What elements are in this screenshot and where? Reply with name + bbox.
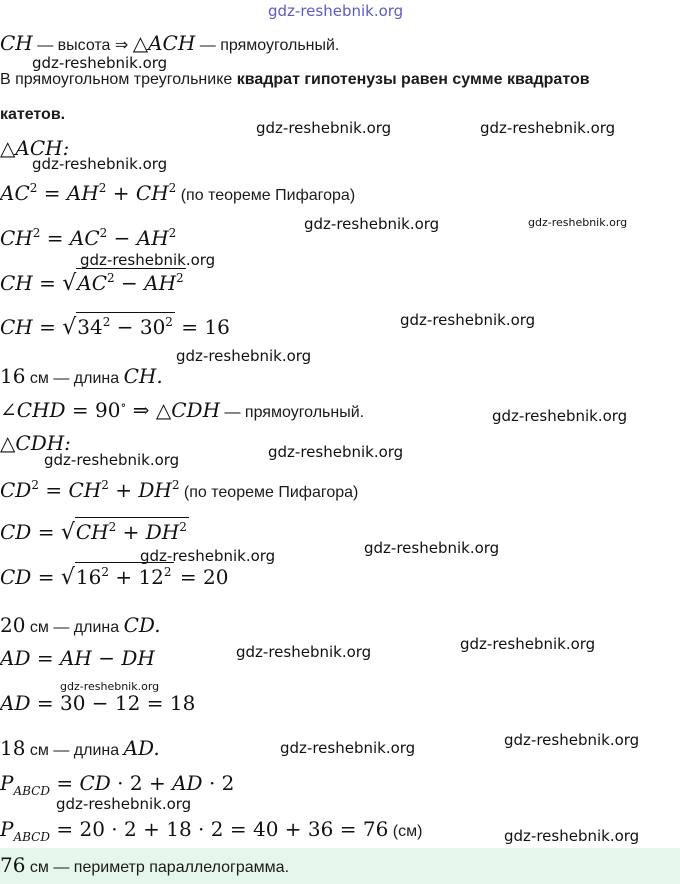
line-triangle-cdh: △CDH: <box>0 431 71 455</box>
line-angle-chd: ∠CHD = 90∘ ⇒ △CDH — прямоугольный. <box>0 398 365 422</box>
line-cd-value: CD = $√16^2 + 12^2 = 20$ <box>0 567 228 590</box>
line-ch-result: 16 см — длина CH. <box>0 364 163 388</box>
line-height-statement: CH — высота ⇒ △ACH — прямоугольный. <box>0 31 340 55</box>
watermark: gdz-reshebnik.org <box>32 155 168 173</box>
watermark: gdz-reshebnik.org <box>236 643 372 661</box>
line-ad-formula: AD = AH − DH <box>0 646 155 670</box>
watermark: gdz-reshebnik.org <box>504 731 640 749</box>
watermark: gdz-reshebnik.org <box>176 347 312 365</box>
watermark: gdz-reshebnik.org <box>528 216 628 229</box>
line-ch-root: CH = $√AC^2 - AH^2$ <box>0 273 186 296</box>
watermark-header: gdz-reshebnik.org <box>268 2 404 20</box>
watermark: gdz-reshebnik.org <box>44 451 180 469</box>
watermark: gdz-reshebnik.org <box>32 54 168 72</box>
line-ac-squared: $AC^2 = AH^2 + CH^2$ (по теореме Пифагора) <box>0 181 356 205</box>
line-ad-value: AD = 30 − 12 = 18 <box>0 691 196 715</box>
line-ch-squared: $CH^2 = AC^2 - AH^2$ <box>0 226 177 250</box>
watermark: gdz-reshebnik.org <box>400 311 536 329</box>
watermark: gdz-reshebnik.org <box>56 795 192 813</box>
watermark: gdz-reshebnik.org <box>268 443 404 461</box>
line-pythagoras-rule-end: катетов. <box>0 106 66 123</box>
line-ad-result: 18 см — длина AD. <box>0 736 160 760</box>
line-triangle-ach: △ACH: <box>0 136 70 160</box>
watermark: gdz-reshebnik.org <box>304 215 440 233</box>
line-answer: 76 см — периметр параллелограмма. <box>0 853 290 877</box>
watermark: gdz-reshebnik.org <box>480 119 616 137</box>
watermark: gdz-reshebnik.org <box>80 251 216 269</box>
watermark: gdz-reshebnik.org <box>460 635 596 653</box>
watermark: gdz-reshebnik.org <box>60 680 160 693</box>
watermark: gdz-reshebnik.org <box>364 539 500 557</box>
line-perimeter-value: $P_{ABCD} = 20 \cdot 2 + 18 \cdot 2 = 40 + 36 = 76$ (см) <box>0 817 423 844</box>
line-cd-result: 20 см — длина CD. <box>0 613 161 637</box>
line-cd-squared: $CD^2 = CH^2 + DH^2$ (по теореме Пифагора) <box>0 478 359 502</box>
watermark: gdz-reshebnik.org <box>504 827 640 845</box>
line-ch-value: CH = $√34^2 - 30^2 = 16$ <box>0 317 230 340</box>
watermark: gdz-reshebnik.org <box>256 119 392 137</box>
watermark: gdz-reshebnik.org <box>140 547 276 565</box>
line-cd-root: CD = $√CH^2 + DH^2$ <box>0 522 189 545</box>
line-perimeter-formula: $P_{ABCD}$ = CD · 2 + AD · 2 <box>0 771 235 798</box>
watermark: gdz-reshebnik.org <box>280 739 416 757</box>
watermark: gdz-reshebnik.org <box>492 407 628 425</box>
line-pythagoras-rule: В прямоугольном треугольнике квадрат гипотенузы равен сумме квадратов <box>0 71 590 88</box>
